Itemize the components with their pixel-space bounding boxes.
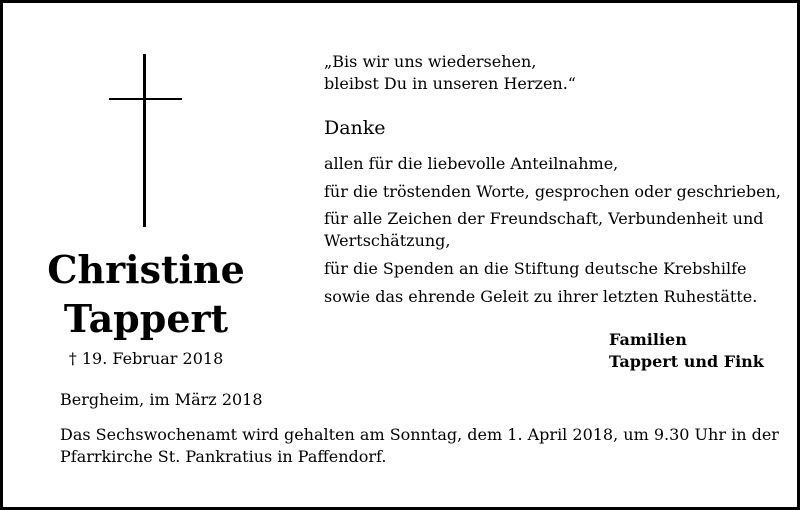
service-line-2: Pfarrkirche St. Pankratius in Paffendorf.	[60, 447, 387, 466]
signature-line-1: Familien	[609, 330, 687, 349]
thanks-line-2: für die tröstenden Worte, gesprochen oder geschrieben,	[324, 182, 781, 201]
thanks-line-5: für die Spenden an die Stiftung deutsche Krebshilfe	[324, 259, 747, 278]
signature-line-2: Tappert und Fink	[609, 352, 764, 371]
quote-line-1: „Bis wir uns wiedersehen,	[324, 52, 537, 71]
thanks-line-3: für alle Zeichen der Freundschaft, Verbundenheit und	[324, 209, 764, 228]
cross-vertical-bar	[143, 54, 146, 227]
deceased-first-name: Christine	[47, 247, 245, 292]
thanks-line-4: Wertschätzung,	[324, 231, 451, 250]
place-date: Bergheim, im März 2018	[60, 390, 263, 409]
death-date: † 19. Februar 2018	[68, 349, 224, 368]
cross-horizontal-bar	[109, 98, 182, 100]
deceased-last-name: Tappert	[63, 296, 229, 341]
thanks-heading: Danke	[324, 117, 386, 139]
quote-line-2: bleibst Du in unseren Herzen.“	[324, 74, 576, 93]
thanks-line-1: allen für die liebevolle Anteilnahme,	[324, 154, 619, 173]
thanks-line-6: sowie das ehrende Geleit zu ihrer letzten Ruhestätte.	[324, 287, 758, 306]
service-line-1: Das Sechswochenamt wird gehalten am Sonntag, dem 1. April 2018, um 9.30 Uhr in der	[60, 425, 779, 444]
